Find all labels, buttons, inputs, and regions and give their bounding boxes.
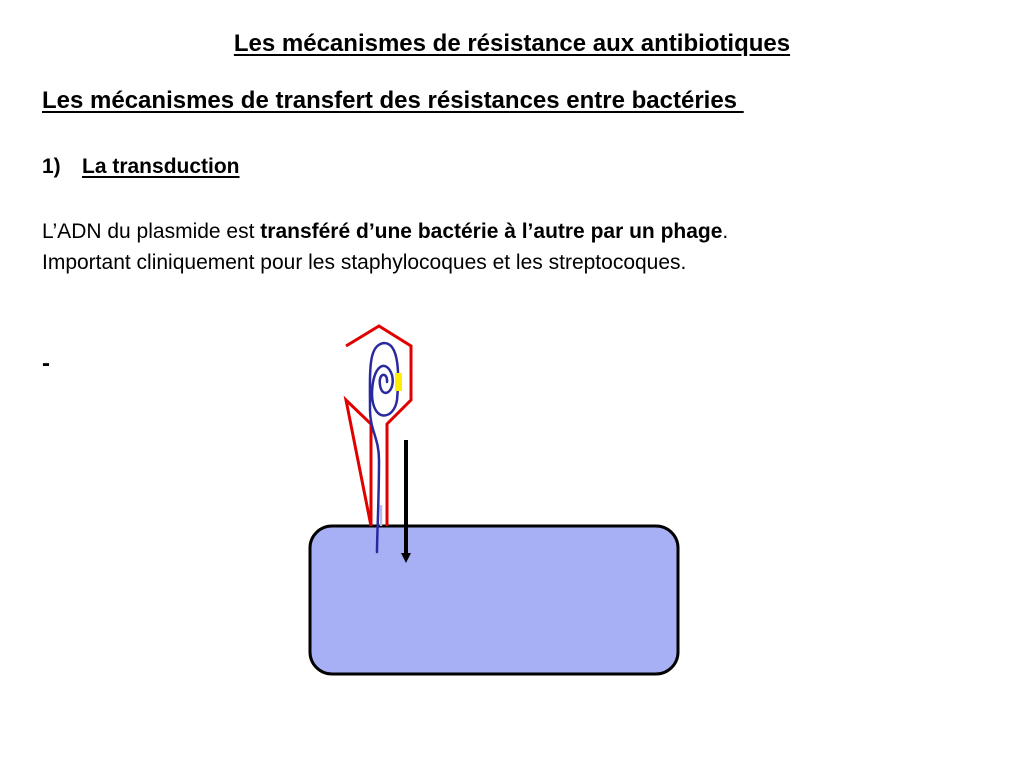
paragraph-line-1-end: .	[722, 220, 729, 243]
section-number: 1)	[42, 155, 61, 178]
paragraph-line-1-start: L’ADN du plasmide est	[42, 220, 261, 243]
slide-subtitle: Les mécanismes de transfert des résistances entre bactéries	[42, 87, 744, 114]
phage-dna	[370, 343, 398, 552]
bullet-dash: -	[42, 350, 50, 377]
section-title: La transduction	[82, 155, 240, 178]
slide-title: Les mécanismes de résistance aux antibiotiques	[233, 30, 791, 57]
paragraph-line-2: Important cliniquement pour les staphylocoques et les streptocoques.	[42, 251, 687, 274]
paragraph-line-1-emphasis: transféré d’une bactérie à l’autre par un phage	[260, 220, 723, 243]
resistance-gene-marker	[395, 373, 402, 391]
bacterium-cell	[310, 526, 678, 674]
